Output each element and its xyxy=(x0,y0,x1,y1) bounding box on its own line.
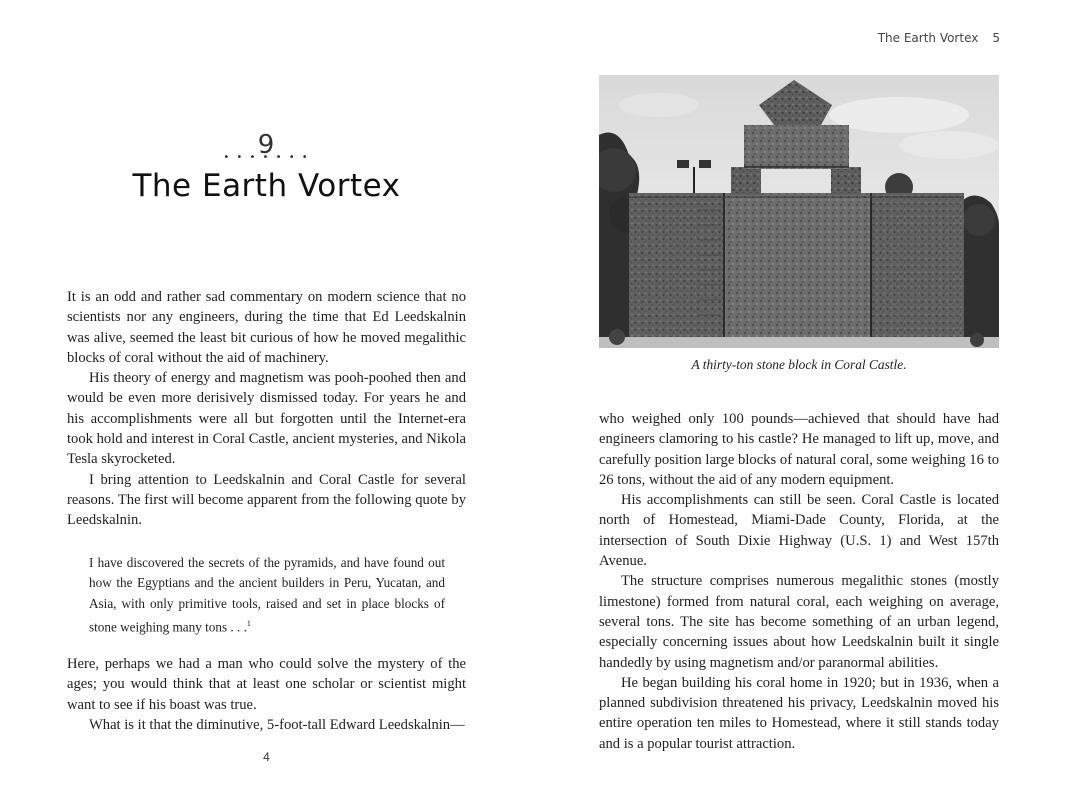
page-number-right: 5 xyxy=(992,31,1000,45)
paragraph: His theory of energy and magnetism was pooh-poohed then and would be even more derisively dismissed today. For years he and his accomplishments were all but forgotten until the Internet-era took hold and interest in Coral Castle, ancient mysteries, and Nikola Tesla skyrocketed. xyxy=(67,370,466,468)
quote-text: I have discovered the secrets of the pyramids, and have found out how the Egyptians and the ancient builders in Peru, Yucatan, and Asia, with only primitive tools, raised and set in place blocks of stone weighing many tons . . . xyxy=(89,555,445,635)
right-page xyxy=(533,0,1066,800)
paragraph: It is an odd and rather sad commentary on modern science that no scientists nor any engineers, during the time that Ed Leedskalnin was alive, seemed the least bit curious of how he moved megalithic blocks of coral without the aid of machinery. xyxy=(67,289,466,366)
footnote-marker[interactable]: 1 xyxy=(246,618,251,628)
photo-caption: A thirty-ton stone block in Coral Castle. xyxy=(691,357,907,372)
left-body-text xyxy=(67,287,466,531)
paragraph: I bring attention to Leedskalnin and Coral Castle for several reasons. The first will become apparent from the following quote by Leedskalnin. xyxy=(67,471,466,529)
chapter-number: 9 xyxy=(257,130,276,160)
right-body-text xyxy=(599,409,999,754)
coral-castle-photo xyxy=(599,75,999,348)
paragraph: who weighed only 100 pounds—achieved that should have had engineers clamoring to his castle? He managed to lift up, move, and carefully position large blocks of natural coral, some weighing 16 to 26 tons, without the aid of any modern equipment. xyxy=(599,411,999,488)
paragraph: Here, perhaps we had a man who could solve the mystery of the ages; you would think that at least one scholar or scientist might want to see if his boast was true. xyxy=(67,656,466,713)
page-number-left: 4 xyxy=(263,750,270,764)
paragraph: The structure comprises numerous megalithic stones (mostly limestone) formed from natural coral, each weighing on average, several tons. The site has become something of an urban legend, especially concerning issues about how Leedskalnin built it single handedly by using magnetism and/or paranormal abilities. xyxy=(599,573,999,671)
chapter-title: The Earth Vortex xyxy=(132,168,401,204)
left-body-text-continued xyxy=(67,654,466,735)
paragraph: What is it that the diminutive, 5-foot-tall Edward Leedskalnin— xyxy=(89,716,465,733)
chapter-ornament: • • • • • • • xyxy=(223,152,310,163)
block-quote xyxy=(89,553,445,638)
running-head xyxy=(878,31,1000,45)
photo-illustration xyxy=(599,75,999,348)
running-head-title: The Earth Vortex xyxy=(877,31,979,45)
paragraph: He began building his coral home in 1920; but in 1936, when a planned subdivision threatened his privacy, Leedskalnin moved his entire operation ten miles to Homestead, where it still stands today and is a popular tourist attraction. xyxy=(599,674,999,752)
paragraph: His accomplishments can still be seen. Coral Castle is located north of Homestead, Miami-Dade County, Florida, at the intersection of South Dixie Highway (U.S. 1) and West 157th Avenue. xyxy=(599,492,999,570)
